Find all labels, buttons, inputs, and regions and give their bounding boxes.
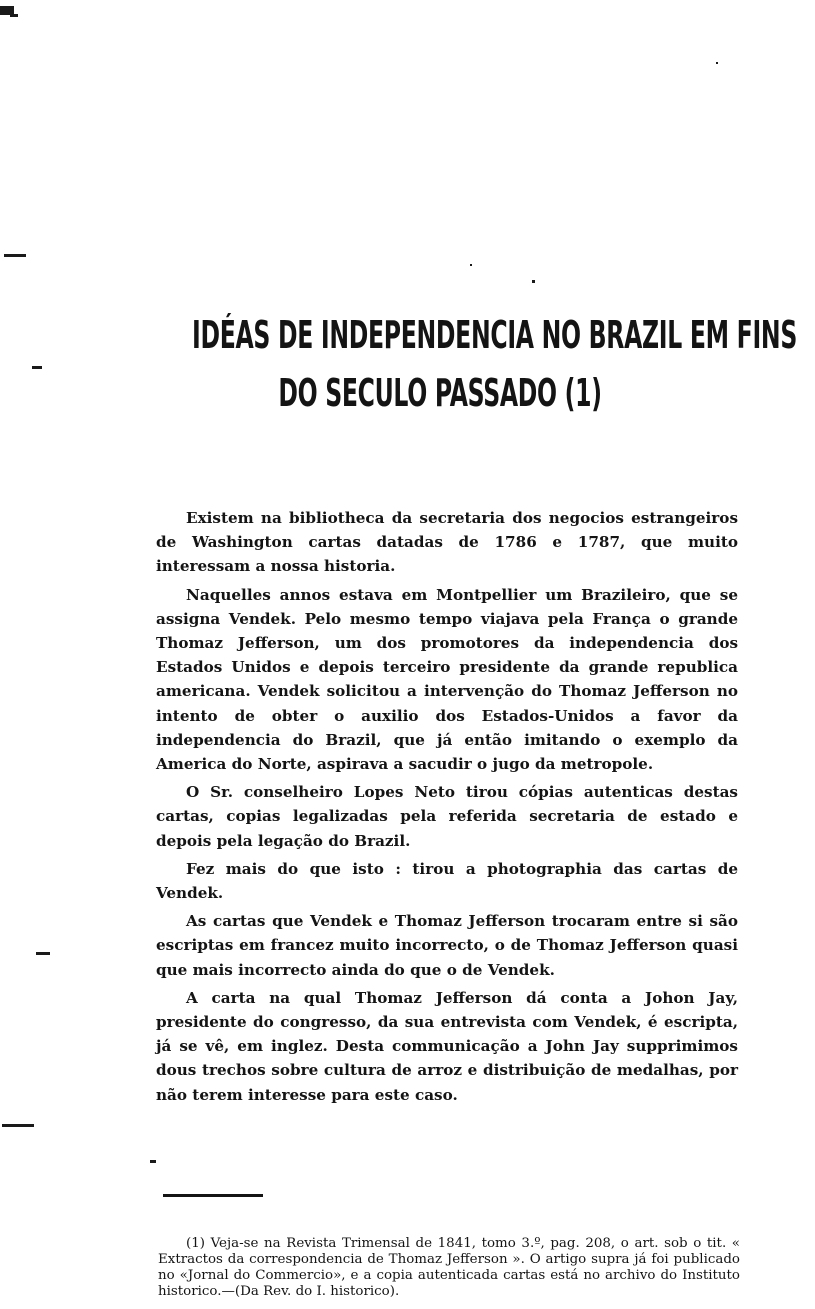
article-body	[156, 506, 738, 1111]
scan-mark-top-left-tail	[10, 14, 18, 17]
scan-mark-left-4	[2, 1124, 34, 1127]
scan-dot-4	[716, 62, 718, 64]
article-title-line-2: DO SECULO PASSADO (1)	[278, 371, 602, 415]
footnote-divider	[163, 1194, 263, 1197]
scan-mark-left-2	[32, 366, 42, 369]
scan-dot-2	[532, 280, 535, 283]
scan-dot-3	[150, 1160, 156, 1163]
paragraph-6: A carta na qual Thomaz Jefferson dá conta a Johon Jay, presidente do congresso, da sua entrevista com Vendek, é escripta, já se vê, em inglez. Desta communicação a John Jay supprimimos dous trechos sobre cultura de arroz e distribuição de medalhas, por não terem interesse para este caso.	[156, 988, 738, 1104]
paragraph-3: O Sr. conselheiro Lopes Neto tirou cópias autenticas destas cartas, copias legalizadas pela referida secretaria de estado e depois pela legação do Brazil.	[156, 783, 738, 850]
paragraph-5: As cartas que Vendek e Thomaz Jefferson trocaram entre si são escriptas em francez muito incorrecto, o de Thomaz Jefferson quasi que mais incorrecto ainda do que o de Vendek.	[156, 912, 738, 979]
scan-dot-1	[470, 264, 472, 266]
scan-mark-left-1	[4, 254, 26, 257]
footnote: (1) Veja-se na Revista Trimensal de 1841, tomo 3.º, pag. 208, o art. sob o tit. « Extractos da correspondencia de Thomaz Jefferson ». O artigo supra já foi publicado no «Jornal do Commercio», e a copia autenticada cartas está no archivo do Instituto historico.—(Da Rev. do I. historico).	[158, 1236, 740, 1299]
article-title-line-1: IDÉAS DE INDEPENDENCIA NO BRAZIL EM FINS	[192, 313, 797, 357]
scan-mark-left-3	[36, 952, 50, 955]
paragraph-4: Fez mais do que isto : tirou a photographia das cartas de Vendek.	[156, 859, 738, 903]
paragraph-2: Naquelles annos estava em Montpellier um Brazileiro, que se assigna Vendek. Pelo mesmo tempo viajava pela França o grande Thomaz Jefferson, um dos promotores da independencia dos Estados Unidos e depois terceiro presidente da grande republica americana. Vendek solicitou a intervenção do Thomaz Jefferson no intento de obter o auxilio dos Estados-Unidos a favor da independencia do Brazil, que já então imitando o exemplo da America do Norte, aspirava a sacudir o jugo da metropole.	[156, 585, 738, 774]
paragraph-1: Existem na bibliotheca da secretaria dos negocios estrangeiros de Washington cartas datadas de 1786 e 1787, que muito interessam a nossa historia.	[156, 509, 738, 576]
